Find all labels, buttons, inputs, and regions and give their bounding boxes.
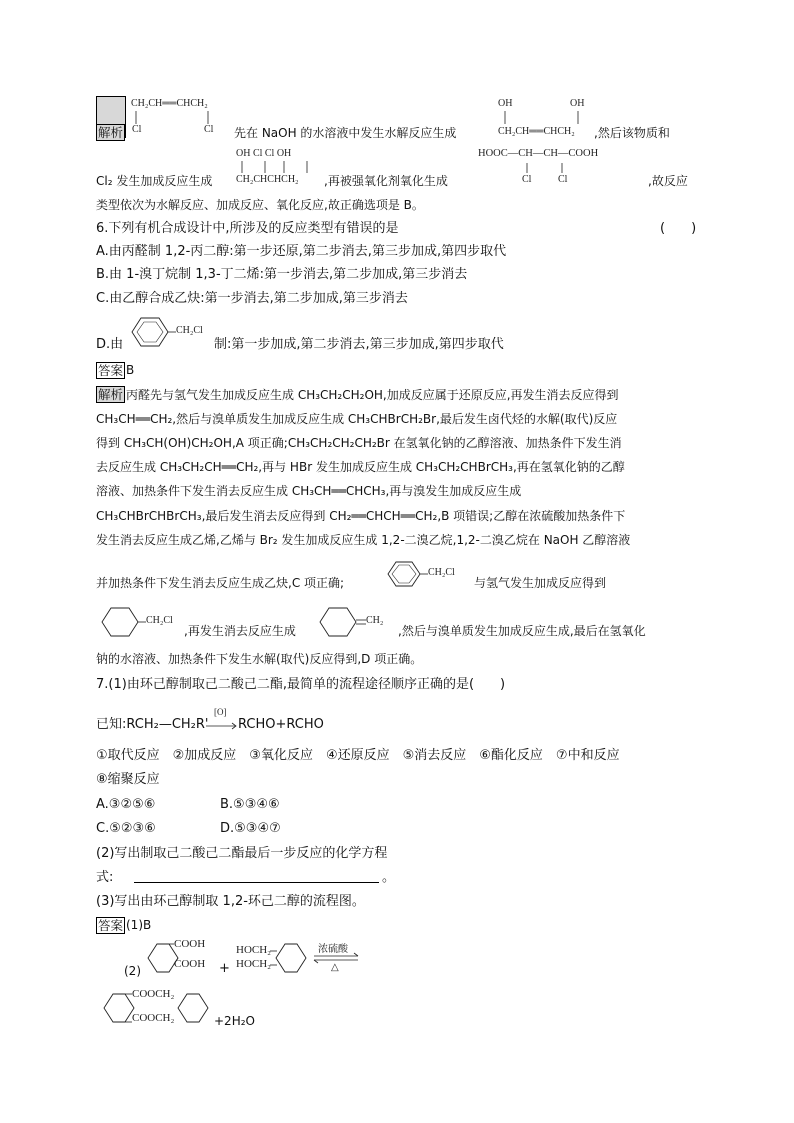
q7-answer-2-label: (2) xyxy=(124,964,141,978)
q7-stem: 7.(1)由环己醇制取己二酸己二酯,最简单的流程途径顺序正确的是( ) xyxy=(96,677,506,692)
formula-oh-2: OH xyxy=(570,98,585,109)
q7-part-2-prefix: 式: xyxy=(96,870,114,885)
q7-known-product: RCHO+RCHO xyxy=(238,717,324,732)
q6-explanation-5: 溶液、加热条件下发生消去反应生成 CH₃CH══CHCH₃,再与溴发生加成反应生成 xyxy=(96,484,522,498)
q5-text-3: Cl₂ 发生加成反应生成 xyxy=(96,174,213,188)
q6-explanation-1: 丙醛先与氢气发生加成反应生成 CH₃CH₂CH₂OH,加成反应属于还原反应,再发生消去反应得到 xyxy=(126,388,619,402)
answer-tag: 答案 xyxy=(98,363,124,378)
q6-explanation-9: ,然后与溴单质发生加成反应生成,最后在氢氧化 xyxy=(398,624,646,638)
formula-cl-1: Cl xyxy=(132,124,142,135)
explanation-tag: 解析 xyxy=(98,387,124,402)
q6-explanation-8-prefix: 并加热条件下发生消去反应生成乙炔,C 项正确; xyxy=(96,576,345,590)
q7-part-3: (3)写出由环己醇制取 1,2-环己二醇的流程图。 xyxy=(96,894,365,909)
formula-dichlorosuccinic-acid: HOOC—CH—CH—COOH xyxy=(478,148,599,159)
q6-answer: B xyxy=(126,363,135,377)
formula-cl-3: Cl xyxy=(522,174,532,185)
q5-text-6: 类型依次为水解反应、加成反应、氧化反应,故正确选项是 B。 xyxy=(96,198,424,212)
water-product: +2H₂O xyxy=(214,1014,255,1028)
q5-text-4: ,再被强氧化剂氧化生成 xyxy=(324,174,448,188)
formula-dichlorobutene-main: CH₂CH══CHCH₂ xyxy=(131,98,208,109)
methylene-group-label: CH₂ xyxy=(366,615,384,626)
q7-option-d: D.⑤③④⑦ xyxy=(220,821,281,836)
q6-option-d: 制:第一步加成,第二步消去,第三步加成,第四步取代 xyxy=(214,337,504,352)
q6-stem: 6.下列有机合成设计中,所涉及的反应类型有错误的是 xyxy=(96,221,399,236)
q6-option-c: C.由乙醇合成乙炔:第一步消去,第二步加成,第三步消去 xyxy=(96,291,408,306)
q6-explanation-4: 去反应生成 CH₃CH₂CH══CH₂,再与 HBr 发生加成反应生成 CH₃CH₂CHBrCH₃,再在氢氧化钠的乙醇 xyxy=(96,460,625,474)
q7-part-2: (2)写出制取己二酸己二酯最后一步反应的化学方程 xyxy=(96,846,388,861)
cyclohexyl-group-label: CH₂Cl xyxy=(146,615,173,626)
formula-dichlorobutanediol: CH₂CHCHCH₂ xyxy=(236,174,299,185)
catalyst-label: 浓硫酸 xyxy=(318,944,348,955)
q6-explanation-6: CH₃CHBrCHBrCH₃,最后发生消去反应得到 CH₂══CHCH══CH₂,B 项错误;乙醇在浓硫酸加热条件下 xyxy=(96,509,626,523)
formula-oh-cl-row: OH Cl Cl OH xyxy=(236,148,292,159)
formula-oh-1: OH xyxy=(498,98,513,109)
benzyl-group-label-1: CH₂Cl xyxy=(176,325,203,336)
q7-option-b: B.⑤③④⑥ xyxy=(220,797,280,812)
q5-text-2: ,然后该物质和 xyxy=(594,126,670,140)
carboxyl-group-1: COOH xyxy=(174,938,206,950)
ester-group-2: COOCH₂ xyxy=(132,1012,175,1024)
q6-option-a: A.由丙醛制 1,2-丙二醇:第一步还原,第二步消去,第三步加成,第四步取代 xyxy=(96,244,507,259)
q7-known-condition: [O] xyxy=(214,707,227,717)
carboxyl-group-2: COOH xyxy=(174,958,206,970)
q6-explanation-2: CH₃CH══CH₂,然后与溴单质发生加成反应生成 CH₃CHBrCH₂Br,最后发生卤代烃的水解(取代)反应 xyxy=(96,412,618,426)
q6-option-b: B.由 1-溴丁烷制 1,3-丁二烯:第一步消去,第二步加成,第三步消去 xyxy=(96,267,468,282)
formula-butenediol-main: CH₂CH══CHCH₂ xyxy=(498,126,575,137)
q7-option-c: C.⑤②③⑥ xyxy=(96,821,156,836)
q6-explanation-3: 得到 CH₃CH(OH)CH₂OH,A 项正确;CH₃CH₂CH₂CH₂Br 在氢氧化钠的乙醇溶液、加热条件下发生消 xyxy=(96,436,622,450)
hydroxymethyl-group-1: HOCH₂ xyxy=(236,944,272,956)
explanation-tag: 解析 xyxy=(98,125,124,140)
q6-explanation-8: 与氢气发生加成反应得到 xyxy=(474,576,607,590)
answer-tag: 答案 xyxy=(98,918,124,933)
plus-sign: + xyxy=(219,961,230,976)
q6-answer-paren: ( ) xyxy=(660,221,697,236)
formula-cl-4: Cl xyxy=(558,174,568,185)
q7-reaction-options: ①取代反应 ②加成反应 ③氧化反应 ④还原反应 ⑤消去反应 ⑥酯化反应 ⑦中和反应 xyxy=(96,748,620,763)
benzyl-group-label-2: CH₂Cl xyxy=(428,567,455,578)
q5-text-5: ,故反应 xyxy=(648,174,688,188)
q5-text-1: 先在 NaOH 的水溶液中发生水解反应生成 xyxy=(234,126,457,140)
hydroxymethyl-group-2: HOCH₂ xyxy=(236,958,272,970)
heat-symbol: △ xyxy=(331,962,339,973)
ester-group-1: COOCH₂ xyxy=(132,988,175,1000)
q6-explanation-7: 发生消去反应生成乙烯,乙烯与 Br₂ 发生加成反应生成 1,2-二溴乙烷,1,2-二溴乙烷在 NaOH 乙醇溶液 xyxy=(96,533,631,547)
q7-answer-1: (1)B xyxy=(126,918,152,932)
q7-option-a: A.③②⑤⑥ xyxy=(96,797,156,812)
q6-option-d-prefix: D.由 xyxy=(96,337,124,352)
formula-cl-2: Cl xyxy=(204,124,214,135)
q7-part-2-suffix: 。 xyxy=(382,870,396,885)
q6-explanation-10: 钠的水溶液、加热条件下发生水解(取代)反应得到,D 项正确。 xyxy=(96,652,423,666)
q7-known-prefix: 已知:RCH₂—CH₂R' xyxy=(96,717,209,732)
q6-explanation-9-mid: ,再发生消去反应生成 xyxy=(184,624,296,638)
q7-reaction-options-2: ⑧缩聚反应 xyxy=(96,772,160,787)
